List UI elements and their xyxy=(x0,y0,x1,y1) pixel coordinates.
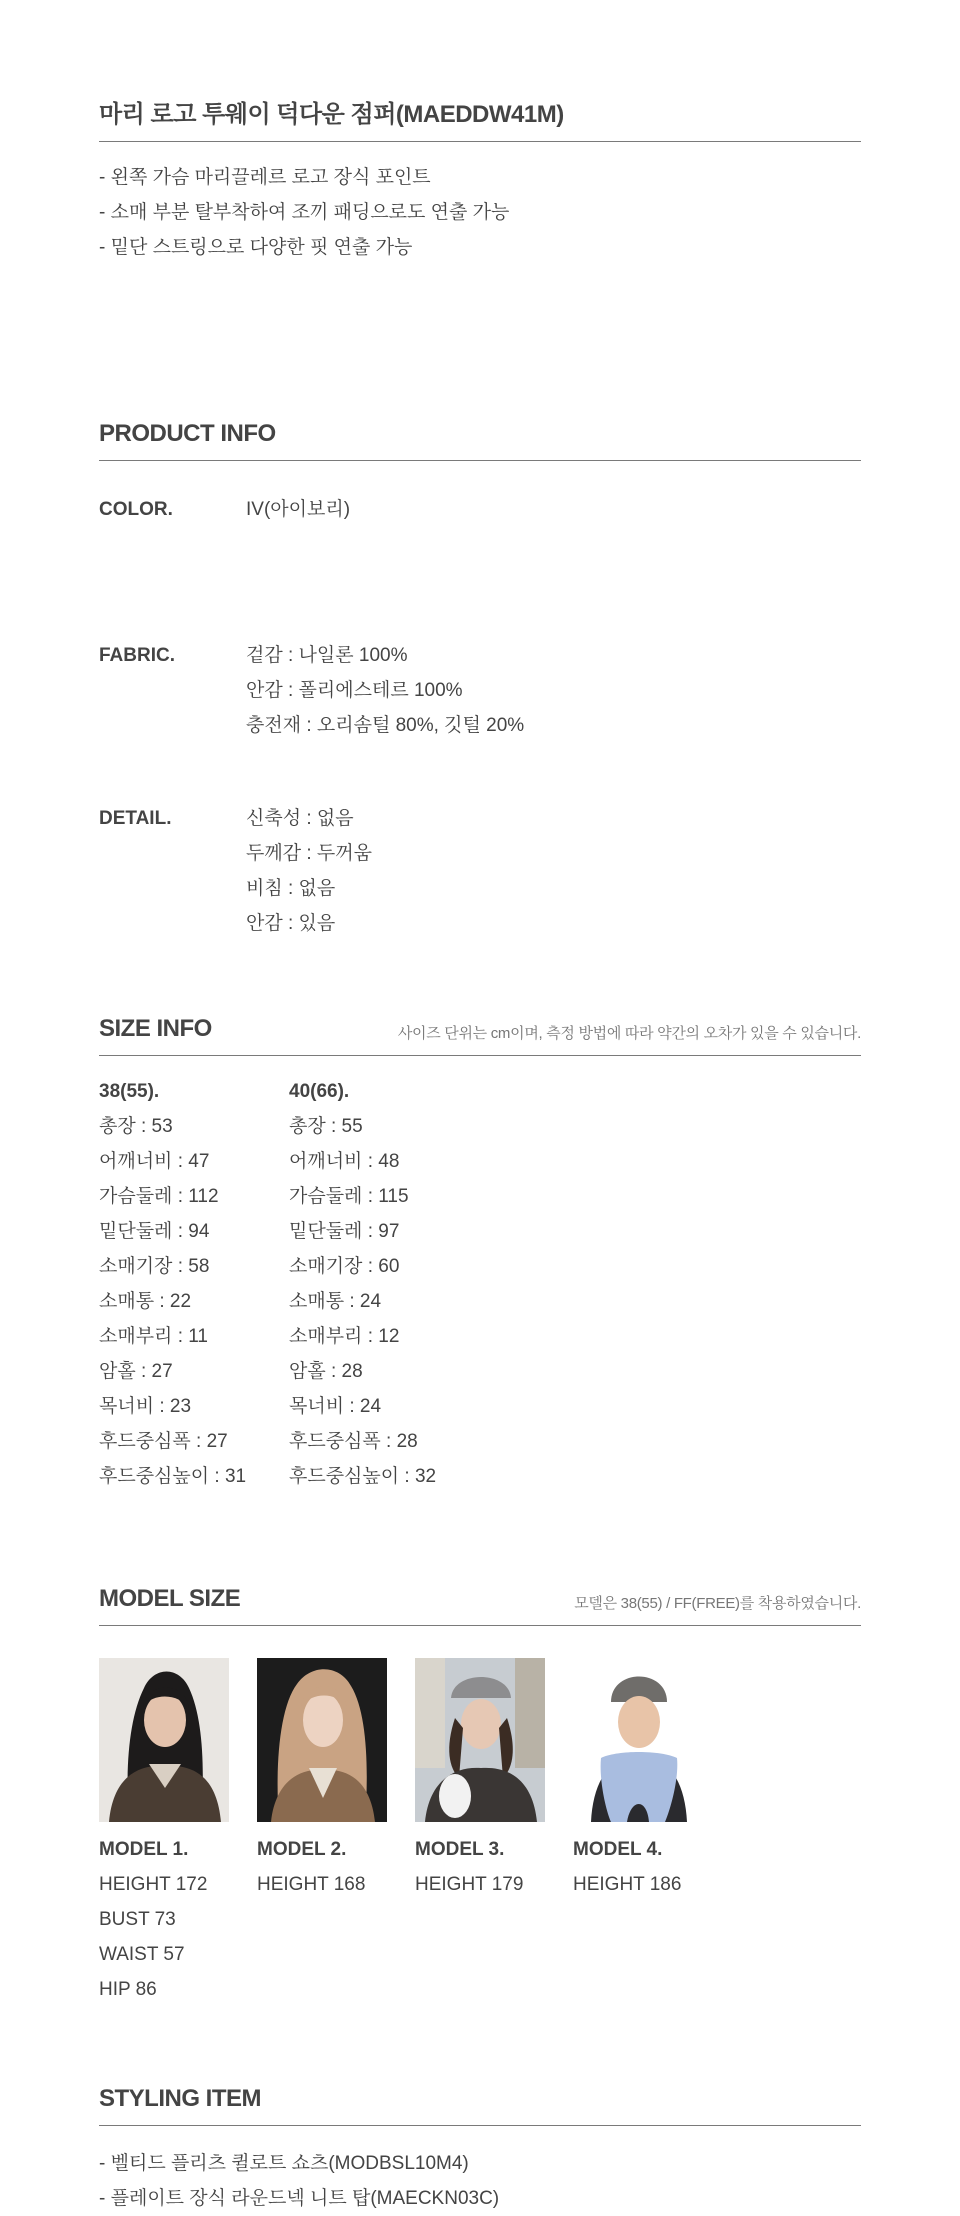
title-divider xyxy=(99,141,861,142)
model-stat: BUST 73 xyxy=(99,1909,176,1930)
size-measure: 총장 : 55 xyxy=(289,1116,363,1137)
model-size-heading: MODEL SIZE xyxy=(99,1585,241,1612)
feature-item: - 소매 부분 탈부착하여 조끼 패딩으로도 연출 가능 xyxy=(99,202,510,223)
detail-value: 안감 : 있음 xyxy=(246,913,336,934)
styling-item: - 플레이트 장식 라운드넥 니트 탑(MAECKN03C) xyxy=(99,2188,500,2209)
size-column-40 xyxy=(289,1074,436,1494)
model-size-divider xyxy=(99,1625,861,1626)
model-1-photo xyxy=(99,1658,229,1822)
model-label: MODEL 3. xyxy=(415,1839,505,1860)
model-size-note: 모델은 38(55) / FF(FREE)를 착용하였습니다. xyxy=(574,1595,861,1612)
model-stat: HEIGHT 186 xyxy=(573,1874,682,1895)
styling-item-heading: STYLING ITEM xyxy=(99,2085,261,2112)
size-measure: 암홀 : 28 xyxy=(289,1361,363,1382)
model-label: MODEL 2. xyxy=(257,1839,347,1860)
size-measure: 가슴둘레 : 115 xyxy=(289,1186,409,1207)
styling-item-divider xyxy=(99,2125,861,2126)
fabric-label: FABRIC. xyxy=(99,645,175,666)
model-label: MODEL 4. xyxy=(573,1839,663,1860)
size-measure: 가슴둘레 : 112 xyxy=(99,1186,219,1207)
size-measure: 후드중심높이 : 32 xyxy=(289,1466,437,1487)
model-2-photo xyxy=(257,1658,387,1822)
size-measure: 후드중심폭 : 27 xyxy=(99,1431,228,1452)
size-measure: 암홀 : 27 xyxy=(99,1361,173,1382)
model-stat: WAIST 57 xyxy=(99,1944,185,1965)
size-info-divider xyxy=(99,1055,861,1056)
size-measure: 후드중심높이 : 31 xyxy=(99,1466,247,1487)
size-measure: 소매기장 : 58 xyxy=(99,1256,210,1277)
model-card-4 xyxy=(573,1658,703,1902)
size-measure: 목너비 : 24 xyxy=(289,1396,382,1417)
detail-value: 두께감 : 두꺼움 xyxy=(246,843,372,864)
size-measure: 소매통 : 24 xyxy=(289,1291,382,1312)
size-info-note: 사이즈 단위는 cm이며, 측정 방법에 따라 약간의 오차가 있을 수 있습니다. xyxy=(397,1025,861,1042)
model-card-1 xyxy=(99,1658,229,2007)
model-stat: HEIGHT 179 xyxy=(415,1874,524,1895)
size-measure: 목너비 : 23 xyxy=(99,1396,192,1417)
size-label: 40(66). xyxy=(289,1081,350,1102)
styling-item-list xyxy=(99,2146,861,2216)
model-3-photo xyxy=(415,1658,545,1822)
detail-label: DETAIL. xyxy=(99,808,172,829)
model-size-section xyxy=(99,1585,861,2038)
feature-item: - 왼쪽 가슴 마리끌레르 로고 장식 포인트 xyxy=(99,167,431,188)
detail-value: 신축성 : 없음 xyxy=(246,808,354,829)
model-stat: HEIGHT 168 xyxy=(257,1874,366,1895)
size-measure: 밑단둘레 : 94 xyxy=(99,1221,210,1242)
size-label: 38(55). xyxy=(99,1081,160,1102)
fabric-value: 안감 : 폴리에스테르 100% xyxy=(246,680,463,701)
detail-value: 비침 : 없음 xyxy=(246,878,336,899)
fabric-value: 겉감 : 나일론 100% xyxy=(246,645,408,666)
color-label: COLOR. xyxy=(99,499,173,520)
model-stat: HEIGHT 172 xyxy=(99,1874,208,1895)
styling-item-section xyxy=(99,2085,861,2216)
size-info-heading: SIZE INFO xyxy=(99,1015,212,1042)
color-value: IV(아이보리) xyxy=(246,499,351,520)
model-card-3 xyxy=(415,1658,545,1902)
size-measure: 총장 : 53 xyxy=(99,1116,173,1137)
model-4-photo xyxy=(573,1658,703,1822)
model-stat: HIP 86 xyxy=(99,1979,157,2000)
product-info-heading: PRODUCT INFO xyxy=(99,420,276,447)
size-measure: 소매기장 : 60 xyxy=(289,1256,400,1277)
size-info-section xyxy=(99,1015,861,1514)
size-measure: 소매부리 : 12 xyxy=(289,1326,400,1347)
size-column-38 xyxy=(99,1074,246,1494)
feature-item: - 밑단 스트링으로 다양한 핏 연출 가능 xyxy=(99,237,413,258)
size-measure: 밑단둘레 : 97 xyxy=(289,1221,400,1242)
product-info-section xyxy=(99,420,861,941)
styling-item: - 벨티드 플리츠 퀼로트 쇼츠(MODBSL10M4) xyxy=(99,2153,469,2174)
size-measure: 어깨너비 : 48 xyxy=(289,1151,400,1172)
feature-list xyxy=(99,160,861,265)
product-title-section xyxy=(99,94,861,265)
model-card-2 xyxy=(257,1658,387,1902)
size-measure: 소매통 : 22 xyxy=(99,1291,192,1312)
size-measure: 어깨너비 : 47 xyxy=(99,1151,210,1172)
product-title: 마리 로고 투웨이 덕다운 점퍼(MAEDDW41M) xyxy=(99,101,564,128)
size-measure: 소매부리 : 11 xyxy=(99,1326,208,1347)
model-label: MODEL 1. xyxy=(99,1839,189,1860)
fabric-value: 충전재 : 오리솜털 80%, 깃털 20% xyxy=(246,715,525,736)
size-measure: 후드중심폭 : 28 xyxy=(289,1431,418,1452)
